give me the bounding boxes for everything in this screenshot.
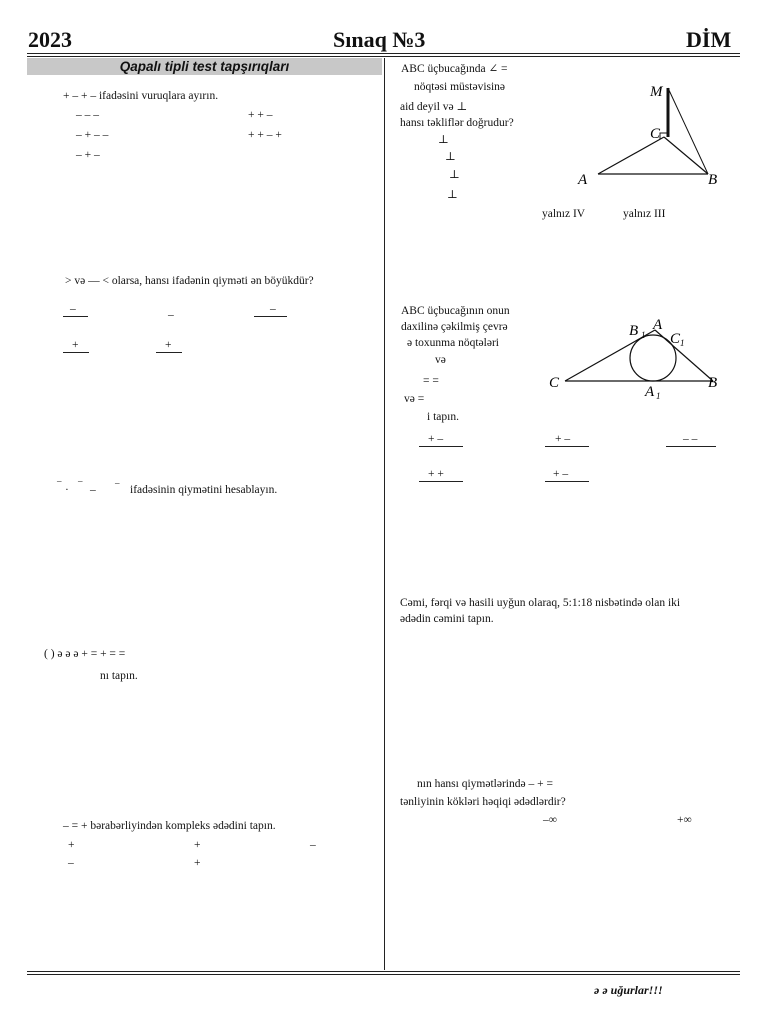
label-B: B	[708, 375, 718, 391]
q1-text: + – + – ifadəsini vuruqlara ayırın.	[63, 90, 219, 102]
q4-text-2: nı tapın.	[100, 670, 138, 682]
footer-text: ə ə uğurlar!!!	[594, 983, 663, 997]
fraction-bar	[419, 446, 463, 447]
q3-frac-part: ·	[65, 484, 69, 496]
q2-option: –	[168, 309, 174, 321]
footer-rule-2	[27, 974, 740, 975]
q2-option: –	[70, 303, 76, 315]
label-sub: 1	[680, 338, 685, 348]
q6-statement: ⊥	[449, 169, 460, 181]
column-divider	[384, 58, 385, 970]
label-B: B	[708, 172, 718, 188]
q6-statement: ⊥	[445, 151, 456, 163]
section-title: Qapalı tipli test tapşırıqları	[27, 58, 382, 75]
q3-frac-part: –	[90, 484, 96, 496]
q9-text: nın hansı qiymətlərində – + =	[417, 778, 553, 790]
q3-text: ifadəsinin qiymətini hesablayın.	[130, 484, 278, 496]
q2-option: +	[165, 339, 172, 351]
label-C: C	[650, 126, 661, 142]
fraction-bar	[545, 446, 589, 447]
q6-statement: ⊥	[447, 189, 458, 201]
q5-option: –	[68, 857, 74, 869]
q7-text: ə toxunma nöqtələri	[407, 337, 499, 349]
fraction-bar	[254, 316, 287, 317]
q4-text: ( ) ə ə ə + = + = =	[44, 648, 126, 660]
q9-option: –∞	[543, 814, 557, 826]
q6-statement: ⊥	[438, 134, 449, 146]
label-A: A	[653, 317, 663, 333]
q6-text: ABC üçbucağında ∠ =	[401, 63, 508, 75]
q1-option: – – –	[76, 109, 99, 121]
year: 2023	[28, 27, 72, 52]
q7-option: – –	[683, 433, 698, 445]
q5-option: +	[194, 839, 201, 851]
label-sub: 1	[656, 391, 661, 400]
fraction-bar	[666, 446, 716, 447]
org-name: DİM	[686, 27, 732, 52]
label-A1: A	[645, 384, 655, 400]
q1-option: + + –	[248, 109, 273, 121]
label-B1: B	[629, 323, 639, 339]
q7-text: daxilinə çəkilmiş çevrə	[401, 321, 508, 333]
label-A: A	[578, 172, 588, 188]
footer-rule	[27, 971, 740, 972]
fraction-bar	[63, 352, 89, 353]
q5-text: – = + bərabərliyindən kompleks ədədini tapın.	[63, 820, 276, 832]
q6-option: yalnız III	[623, 208, 666, 220]
q5-option: –	[310, 839, 316, 851]
q5-option: +	[194, 857, 201, 869]
header-rule-2	[27, 56, 740, 57]
q1-option: – + –	[76, 149, 100, 161]
q6-text: nöqtəsi müstəvisinə	[414, 81, 506, 93]
q2-text: > və — < olarsa, hansı ifadənin qiyməti ən böyükdür?	[65, 275, 314, 287]
label-C1: C	[670, 331, 681, 347]
q7-text: və	[435, 354, 446, 366]
q7-text: = =	[423, 375, 439, 387]
incircle-figure	[545, 315, 725, 400]
q7-option: + +	[428, 468, 444, 480]
q3-frac-part: –	[57, 476, 62, 486]
fraction-bar	[419, 481, 463, 482]
q2-option: +	[72, 339, 79, 351]
q9-option: +∞	[677, 814, 692, 826]
q7-text: i tapın.	[427, 411, 459, 423]
header-rule	[27, 53, 740, 54]
label-sub: 1	[641, 330, 646, 340]
label-M: M	[650, 84, 663, 100]
q7-option: + –	[555, 433, 571, 445]
q7-text: və =	[404, 393, 425, 405]
q1-option: – + – –	[76, 129, 109, 141]
q8-text: ədədin cəmini tapın.	[400, 613, 494, 625]
q5-option: +	[68, 839, 75, 851]
q9-text: tənliyinin kökləri həqiqi ədədlərdir?	[400, 796, 566, 808]
q7-option: + –	[428, 433, 444, 445]
label-C: C	[549, 375, 560, 391]
fraction-bar	[63, 316, 88, 317]
q7-text: ABC üçbucağının onun	[401, 305, 510, 317]
fraction-bar	[156, 352, 182, 353]
pyramid-figure	[570, 80, 730, 190]
page-title: Sınaq №3	[333, 27, 426, 52]
q6-option: yalnız IV	[542, 208, 586, 220]
q2-option: –	[270, 303, 276, 315]
q6-text: hansı təkliflər doğrudur?	[400, 117, 514, 129]
fraction-bar	[545, 481, 589, 482]
q1-option: + + – +	[248, 129, 282, 141]
q3-frac-part: –	[115, 478, 120, 488]
q6-text: aid deyil və ⊥	[400, 101, 468, 113]
q7-option: + –	[553, 468, 569, 480]
q3-frac-part: –	[78, 476, 83, 486]
q8-text: Cəmi, fərqi və hasili uyğun olaraq, 5:1:18 nisbətində olan iki	[400, 597, 681, 609]
